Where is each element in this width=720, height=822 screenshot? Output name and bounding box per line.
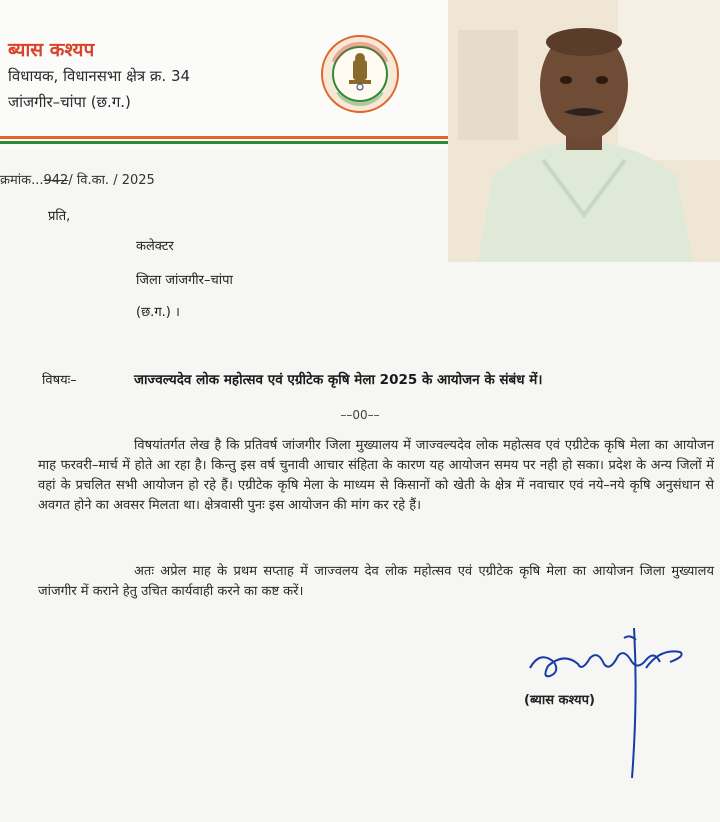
subject-text: जाज्वल्यदेव लोक महोत्सव एवं एग्रीटेक कृषि मेला 2025 के आयोजन के संबंध में। <box>134 372 543 388</box>
reference-suffix: / वि.का. / 2025 <box>68 173 155 188</box>
assembly-emblem-icon <box>320 34 400 114</box>
mla-name: ब्यास कश्यप <box>8 39 95 61</box>
mla-photo <box>448 0 720 262</box>
subject-label: विषयः– <box>42 373 77 388</box>
recipient-title: कलेक्टर <box>136 239 174 254</box>
header-rule-orange <box>0 136 448 139</box>
body-paragraph-2: अतः अप्रेल माह के प्रथम सप्ताह में जाज्वलय देव लोक महोत्सव एवं एग्रीटेक कृषि मेला का आयोजन जिला मुख्यालय जांजगीर में कराने हेतु उचित कार्यवाही करने का कष्ट करें। <box>38 564 714 599</box>
mla-district: जांजगीर–चांपा (छ.ग.) <box>8 93 131 111</box>
body-paragraph-1: विषयांतर्गत लेख है कि प्रतिवर्ष जांजगीर जिला मुख्यालय में जाज्वल्यदेव लोक महोत्सव एवं एग्रीटेक कृषि मेला का आयोजन माह फरवरी–मार्च में होते आ रहा है। किन्तु इस वर्ष चुनावी आचार संहिता के कारण यह आयोजन समय पर नही हो सका। प्रदेश के अन्य जिलों में वहां के प्रचलित सभी आयोजन हो रहे हैं। एग्रीटेक कृषि मेला के माध्यम से किसानों को खेती के क्षेत्र में नवाचार एवं नये–नये कृषि अनुसंधान से अवगत होने का अवसर मिलता था। क्षेत्रवासी पुनः इस आयोजन की मांग कर रहे हैं। <box>38 438 714 513</box>
header-rule-green <box>0 141 448 144</box>
reference-serial: 942 <box>43 173 69 188</box>
letterhead <box>0 0 448 150</box>
mla-designation: विधायक, विधानसभा क्षेत्र क्र. 34 <box>8 67 191 85</box>
recipient-district: जिला जांजगीर–चांपा <box>136 273 233 288</box>
signer-name: (ब्यास कश्यप) <box>524 693 595 708</box>
reference-prefix: क्रमांक... <box>0 173 44 188</box>
section-divider: ––00–– <box>340 408 380 422</box>
reference-number <box>0 170 155 188</box>
to-label: प्रति, <box>48 209 71 224</box>
recipient-state: (छ.ग.) । <box>136 305 180 320</box>
